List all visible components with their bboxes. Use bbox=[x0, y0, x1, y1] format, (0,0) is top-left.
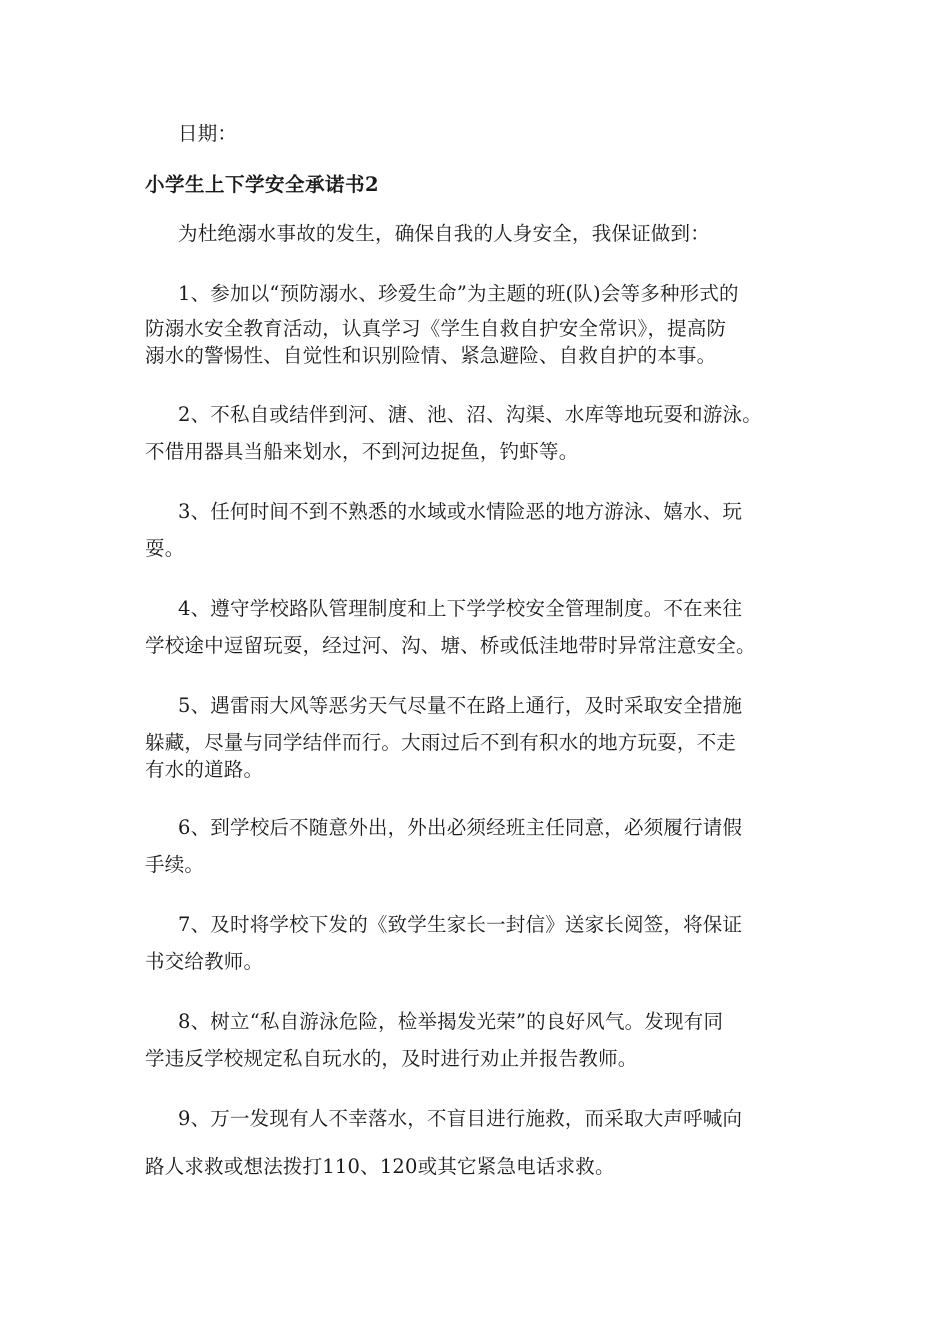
item-line: 路人求救或想法拨打110、120或其它紧急电话求救。 bbox=[145, 1155, 615, 1178]
document-heading: 小学生上下学安全承诺书2 bbox=[145, 173, 380, 196]
item-line: 书交给教师。 bbox=[145, 950, 264, 973]
item-line: 手续。 bbox=[145, 853, 205, 876]
item-line: 1、参加以“预防溺水、珍爱生命”为主题的班(队)会等多种形式的 bbox=[178, 282, 739, 305]
item-line: 9、万一发现有人不幸落水，不盲目进行施救，而采取大声呼喊向 bbox=[178, 1107, 743, 1130]
item-line: 躲藏，尽量与同学结伴而行。大雨过后不到有积水的地方玩耍，不走 bbox=[145, 731, 737, 754]
intro-paragraph: 为杜绝溺水事故的发生，确保自我的人身安全，我保证做到： bbox=[178, 222, 710, 245]
item-line: 3、任何时间不到不熟悉的水域或水情险恶的地方游泳、嬉水、玩 bbox=[178, 500, 743, 523]
item-line: 2、不私自或结伴到河、溏、池、沼、沟渠、水库等地玩耍和游泳。 bbox=[178, 403, 762, 426]
date-label: 日期： bbox=[178, 122, 238, 145]
item-line: 防溺水安全教育活动，认真学习《学生自救自护安全常识》，提高防 bbox=[145, 317, 727, 340]
item-line: 学校途中逗留玩耍，经过河、沟、塘、桥或低洼地带时异常注意安全。 bbox=[145, 634, 756, 657]
item-line: 有水的道路。 bbox=[145, 758, 264, 781]
item-line: 溺水的警惕性、自觉性和识别险情、紧急避险、自救自护的本事。 bbox=[145, 344, 717, 367]
item-line: 学违反学校规定私自玩水的，及时进行劝止并报告教师。 bbox=[145, 1047, 638, 1070]
item-line: 耍。 bbox=[145, 537, 185, 560]
item-line: 6、到学校后不随意外出，外出必须经班主任同意，必须履行请假 bbox=[178, 816, 743, 839]
item-line: 7、及时将学校下发的《致学生家长一封信》送家长阅签，将保证 bbox=[178, 913, 743, 936]
item-line: 8、树立“私自游泳危险，检举揭发光荣”的良好风气。发现有同 bbox=[178, 1010, 724, 1033]
item-line: 4、遵守学校路队管理制度和上下学学校安全管理制度。不在来往 bbox=[178, 597, 743, 620]
item-line: 5、遇雷雨大风等恶劣天气尽量不在路上通行，及时采取安全措施 bbox=[178, 694, 743, 717]
item-line: 不借用器具当船来划水，不到河边捉鱼，钓虾等。 bbox=[145, 440, 579, 463]
